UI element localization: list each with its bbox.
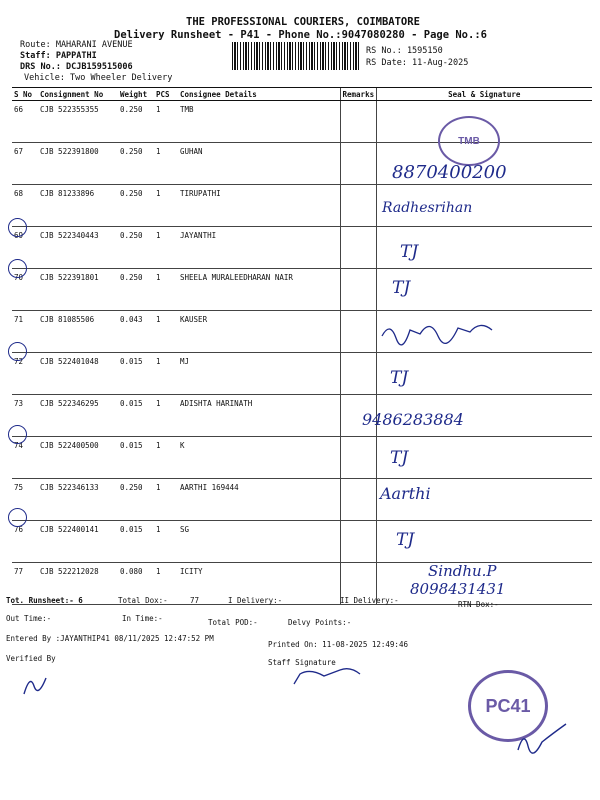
circle-mark-74 [8, 425, 27, 444]
row-sno: 73 [12, 395, 38, 437]
table-row [12, 101, 592, 143]
row-remarks [340, 479, 376, 521]
company-title: THE PROFESSIONAL COURIERS, COIMBATORE [186, 16, 420, 28]
row-sno: 77 [12, 563, 38, 605]
signature-76: TJ [396, 530, 415, 550]
row-remarks [340, 311, 376, 353]
row-pcs: 1 [154, 563, 178, 605]
table-row [12, 269, 592, 311]
signature-69: TJ [400, 242, 419, 262]
rs-number: RS No.: 1595150 [366, 46, 443, 56]
row-weight: 0.043 [118, 311, 154, 353]
row-pcs: 1 [154, 437, 178, 479]
col-sno: S No [12, 88, 38, 101]
vehicle-label: Vehicle: Two Wheeler Delivery [24, 73, 173, 83]
row-weight: 0.250 [118, 143, 154, 185]
row-pcs: 1 [154, 227, 178, 269]
row-pcs: 1 [154, 101, 178, 143]
signature-75: Aarthi [380, 484, 431, 503]
row-consignment: CJB 522391801 [38, 269, 118, 311]
row-pcs: 1 [154, 269, 178, 311]
table-row [12, 479, 592, 521]
table-row [12, 311, 592, 353]
tmb-stamp-text: TMB [458, 135, 480, 147]
row-signature [376, 437, 592, 479]
row-pcs: 1 [154, 185, 178, 227]
row-sno: 76 [12, 521, 38, 563]
row-pcs: 1 [154, 143, 178, 185]
in-time: In Time:- [122, 614, 163, 623]
tot-runsheet: Tot. Runsheet:- 6 [6, 596, 83, 605]
row-sno: 74 [12, 437, 38, 479]
row-pcs: 1 [154, 353, 178, 395]
rtn-dox: RTN Dox:- [458, 600, 499, 609]
circle-mark-69 [8, 218, 27, 237]
col-remarks: Remarks [340, 88, 376, 101]
col-pcs: PCS [154, 88, 178, 101]
row-consignee: K [178, 437, 340, 479]
row-consignment: CJB 522391800 [38, 143, 118, 185]
col-consignee: Consignee Details [178, 88, 340, 101]
row-weight: 0.015 [118, 437, 154, 479]
row-sno: 68 [12, 185, 38, 227]
row-weight: 0.015 [118, 395, 154, 437]
row-weight: 0.250 [118, 185, 154, 227]
signature-71-scribble [380, 316, 500, 346]
out-time: Out Time:- [6, 614, 52, 623]
entered-by: Entered By :JAYANTHIP41 08/11/2025 12:47:52 PM [6, 634, 214, 643]
row-consignee: TMB [178, 101, 340, 143]
table-row [12, 185, 592, 227]
row-sno: 67 [12, 143, 38, 185]
signature-74: TJ [390, 448, 409, 468]
signature-77-name: Sindhu.P [428, 562, 497, 580]
row-consignment: CJB 81085506 [38, 311, 118, 353]
row-consignee: JAYANTHI [178, 227, 340, 269]
row-weight: 0.250 [118, 269, 154, 311]
ii-delivery: II Delivery:- [340, 596, 399, 605]
row-weight: 0.250 [118, 101, 154, 143]
drs-number: DRS No.: DCJB159515006 [20, 62, 133, 72]
total-dox-value: 77 [190, 596, 200, 605]
signature-72: TJ [390, 368, 409, 388]
tmb-stamp [438, 116, 500, 166]
row-consignee: TIRUPATHI [178, 185, 340, 227]
row-consignee: KAUSER [178, 311, 340, 353]
row-consignment: CJB 522355355 [38, 101, 118, 143]
row-consignment: CJB 81233896 [38, 185, 118, 227]
table-row [12, 437, 592, 479]
route-label: Route: MAHARANI AVENUE [20, 40, 133, 50]
total-dox-label: Total Dox:- [118, 596, 168, 605]
row-weight: 0.080 [118, 563, 154, 605]
row-consignment: CJB 522401048 [38, 353, 118, 395]
rs-date: RS Date: 11-Aug-2025 [366, 58, 469, 68]
signature-68: Radhesrihan [382, 200, 473, 216]
signature-71 [380, 316, 500, 351]
table-row [12, 353, 592, 395]
row-remarks [340, 143, 376, 185]
signature-67: 8870400200 [392, 162, 507, 183]
row-weight: 0.250 [118, 227, 154, 269]
row-remarks [340, 353, 376, 395]
signature-70: TJ [392, 278, 411, 298]
row-consignee: AARTHI 169444 [178, 479, 340, 521]
row-remarks [340, 269, 376, 311]
barcode [232, 42, 360, 70]
row-sno: 72 [12, 353, 38, 395]
row-signature [376, 353, 592, 395]
col-weight: Weight [118, 88, 154, 101]
row-remarks [340, 227, 376, 269]
row-consignee: GUHAN [178, 143, 340, 185]
delvy-points: Delvy Points:- [288, 618, 352, 627]
circle-mark-72 [8, 342, 27, 361]
row-consignee: SG [178, 521, 340, 563]
row-remarks [340, 185, 376, 227]
table-row [12, 227, 592, 269]
row-pcs: 1 [154, 395, 178, 437]
i-delivery: I Delivery:- [228, 596, 283, 605]
staff-label: Staff: PAPPATHI [20, 51, 97, 61]
row-consignment: CJB 522400141 [38, 521, 118, 563]
printed-on: Printed On: 11-08-2025 12:49:46 [268, 640, 408, 649]
row-consignee: MJ [178, 353, 340, 395]
circle-mark-76 [8, 508, 27, 527]
row-consignee: ICITY [178, 563, 340, 605]
row-remarks [340, 101, 376, 143]
pc41-stamp-text: PC41 [485, 695, 531, 716]
verified-by: Verified By [6, 654, 56, 663]
table-header-row [12, 88, 592, 101]
row-consignment: CJB 522340443 [38, 227, 118, 269]
row-pcs: 1 [154, 521, 178, 563]
staff-signature: Staff Signature [268, 658, 336, 667]
col-consignment: Consignment No [38, 88, 118, 101]
signature-73: 9486283884 [362, 410, 464, 429]
table-row [12, 395, 592, 437]
row-remarks [340, 437, 376, 479]
row-consignment: CJB 522346295 [38, 395, 118, 437]
row-pcs: 1 [154, 311, 178, 353]
row-sno: 71 [12, 311, 38, 353]
row-sno: 75 [12, 479, 38, 521]
row-consignment: CJB 522400500 [38, 437, 118, 479]
total-pod: Total POD:- [208, 618, 258, 627]
runsheet-title: Delivery Runsheet - P41 - Phone No.:9047080280 - Page No.:6 [114, 29, 487, 41]
row-pcs: 1 [154, 479, 178, 521]
row-remarks [340, 521, 376, 563]
row-weight: 0.015 [118, 521, 154, 563]
row-consignee: SHEELA MURALEEDHARAN NAIR [178, 269, 340, 311]
row-sno: 70 [12, 269, 38, 311]
col-seal-signature: Seal & Signature [376, 88, 592, 101]
row-weight: 0.015 [118, 353, 154, 395]
row-consignment: CJB 522212028 [38, 563, 118, 605]
row-consignee: ADISHTA HARINATH [178, 395, 340, 437]
verified-signature [20, 668, 60, 698]
signature-77-phone: 8098431431 [410, 580, 506, 598]
pc41-signature [512, 716, 572, 756]
row-weight: 0.250 [118, 479, 154, 521]
row-sno: 69 [12, 227, 38, 269]
staff-signature-scribble [290, 662, 370, 692]
row-sno: 66 [12, 101, 38, 143]
circle-mark-70 [8, 259, 27, 278]
row-consignment: CJB 522346133 [38, 479, 118, 521]
table-row [12, 521, 592, 563]
